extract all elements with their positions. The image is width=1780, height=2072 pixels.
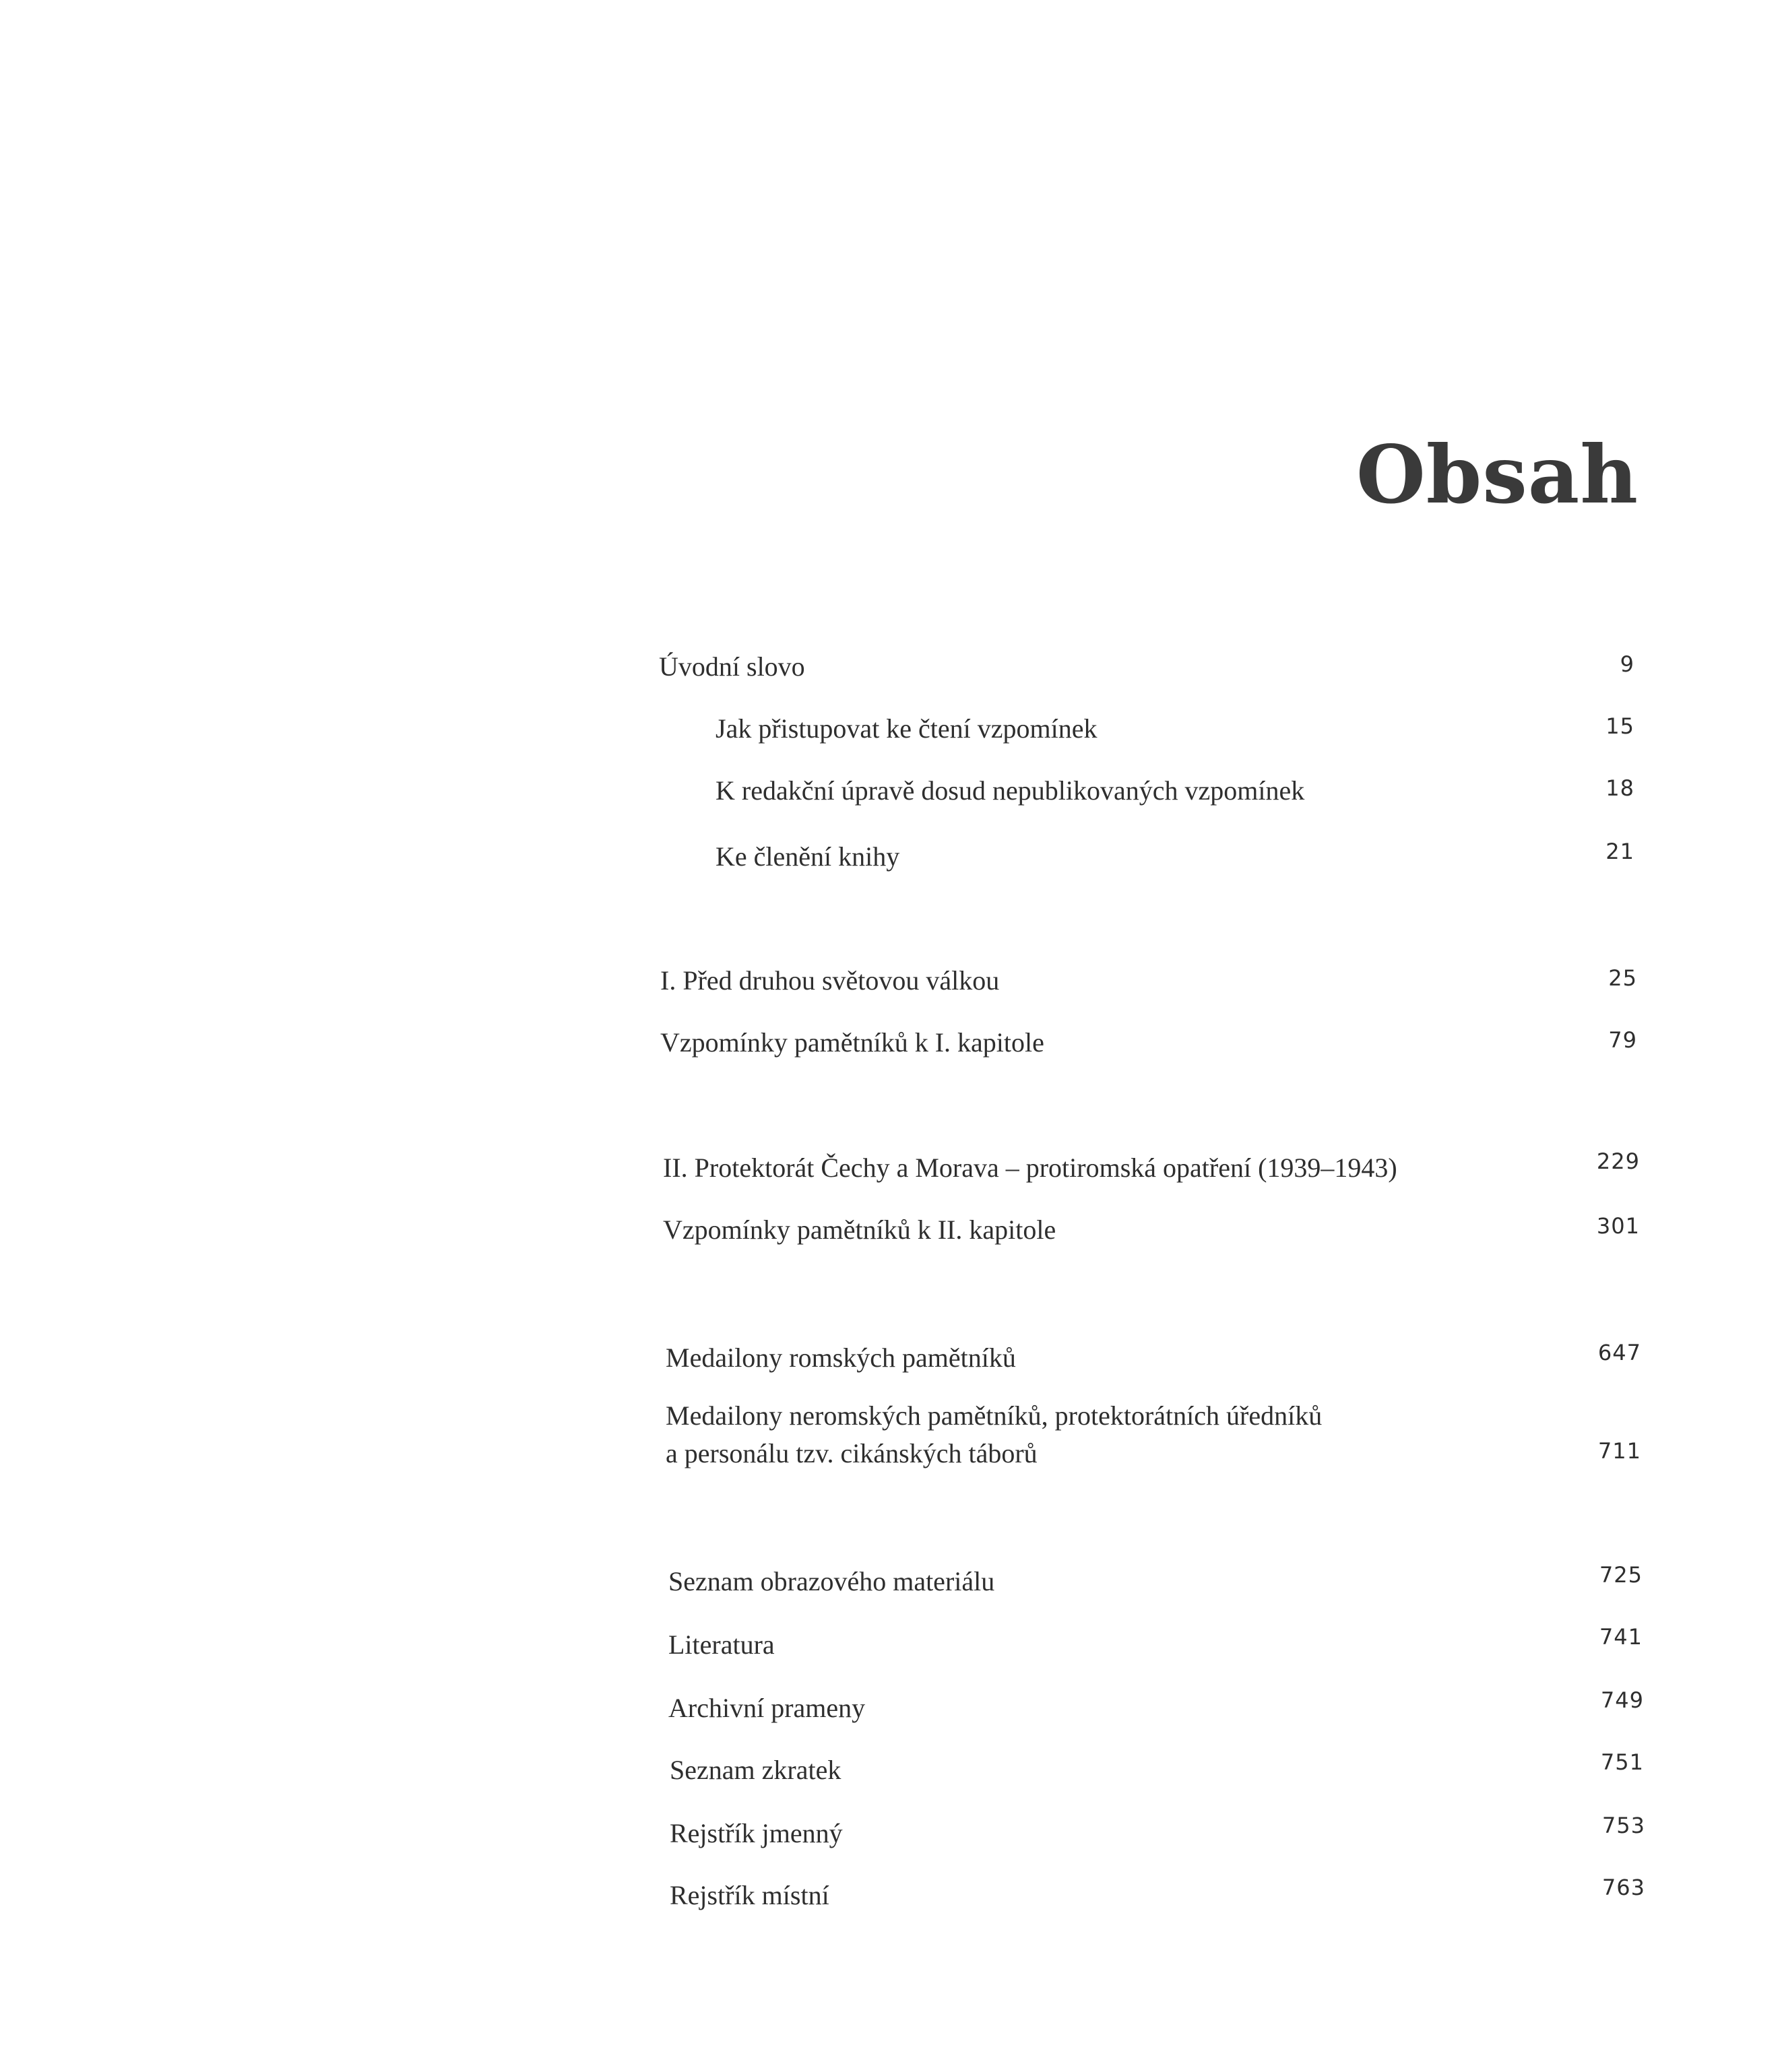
toc-entry-medailony-neromskych — [666, 1397, 1541, 1472]
toc-page-number: 749 — [1600, 1687, 1644, 1713]
toc-entry-vzpominky-1: Vzpomínky pamětníků k I. kapitole — [660, 1027, 1044, 1058]
toc-page-number: 15 — [1606, 713, 1634, 739]
toc-entry-line: Medailony neromských pamětníků, protektorátních úředníků — [666, 1400, 1323, 1431]
toc-page-number: 25 — [1608, 965, 1637, 991]
toc-page-number: 18 — [1606, 775, 1634, 801]
toc-entry-ke-cleneni-knihy: Ke členění knihy — [716, 841, 900, 872]
toc-entry-uvodni-slovo: Úvodní slovo — [659, 651, 805, 682]
toc-page-number: 21 — [1606, 839, 1634, 864]
toc-page-number: 301 — [1596, 1213, 1640, 1239]
toc-entry-line: a personálu tzv. cikánských táborů — [666, 1438, 1038, 1468]
page-title: Obsah — [1356, 428, 1639, 521]
toc-page-number: 753 — [1601, 1813, 1645, 1838]
toc-entry-chapter-1: I. Před druhou světovou válkou — [660, 965, 1000, 996]
toc-page-number: 9 — [1620, 651, 1634, 677]
toc-page-number: 79 — [1608, 1027, 1637, 1053]
toc-entry-rejstrik-jmenny: Rejstřík jmenný — [670, 1818, 843, 1848]
toc-entry-archivni-prameny: Archivní prameny — [668, 1693, 866, 1723]
toc-page-number: 229 — [1596, 1148, 1640, 1174]
toc-page-number: 741 — [1599, 1624, 1643, 1650]
toc-page-number: 647 — [1597, 1340, 1641, 1365]
toc-page-number: 751 — [1600, 1749, 1644, 1775]
toc-entry-k-redakcni-uprave: K redakční úpravě dosud nepublikovaných vzpomínek — [716, 775, 1305, 806]
toc-entry-seznam-zkratek: Seznam zkratek — [670, 1755, 841, 1785]
toc-entry-vzpominky-2: Vzpomínky pamětníků k II. kapitole — [663, 1215, 1056, 1245]
toc-entry-jak-pristupovat: Jak přistupovat ke čtení vzpomínek — [716, 713, 1098, 744]
toc-entry-medailony-romskych: Medailony romských pamětníků — [666, 1342, 1016, 1373]
toc-page-number: 725 — [1599, 1562, 1643, 1588]
toc-entry-seznam-obrazoveho: Seznam obrazového materiálu — [668, 1566, 995, 1596]
toc-entry-literatura: Literatura — [668, 1629, 775, 1660]
toc-entry-rejstrik-mistni: Rejstřík místní — [670, 1880, 829, 1910]
toc-page-number: 711 — [1597, 1438, 1641, 1464]
toc-entry-chapter-2: II. Protektorát Čechy a Morava – protiromská opatření (1939–1943) — [663, 1153, 1397, 1183]
toc-page-number: 763 — [1601, 1875, 1645, 1900]
